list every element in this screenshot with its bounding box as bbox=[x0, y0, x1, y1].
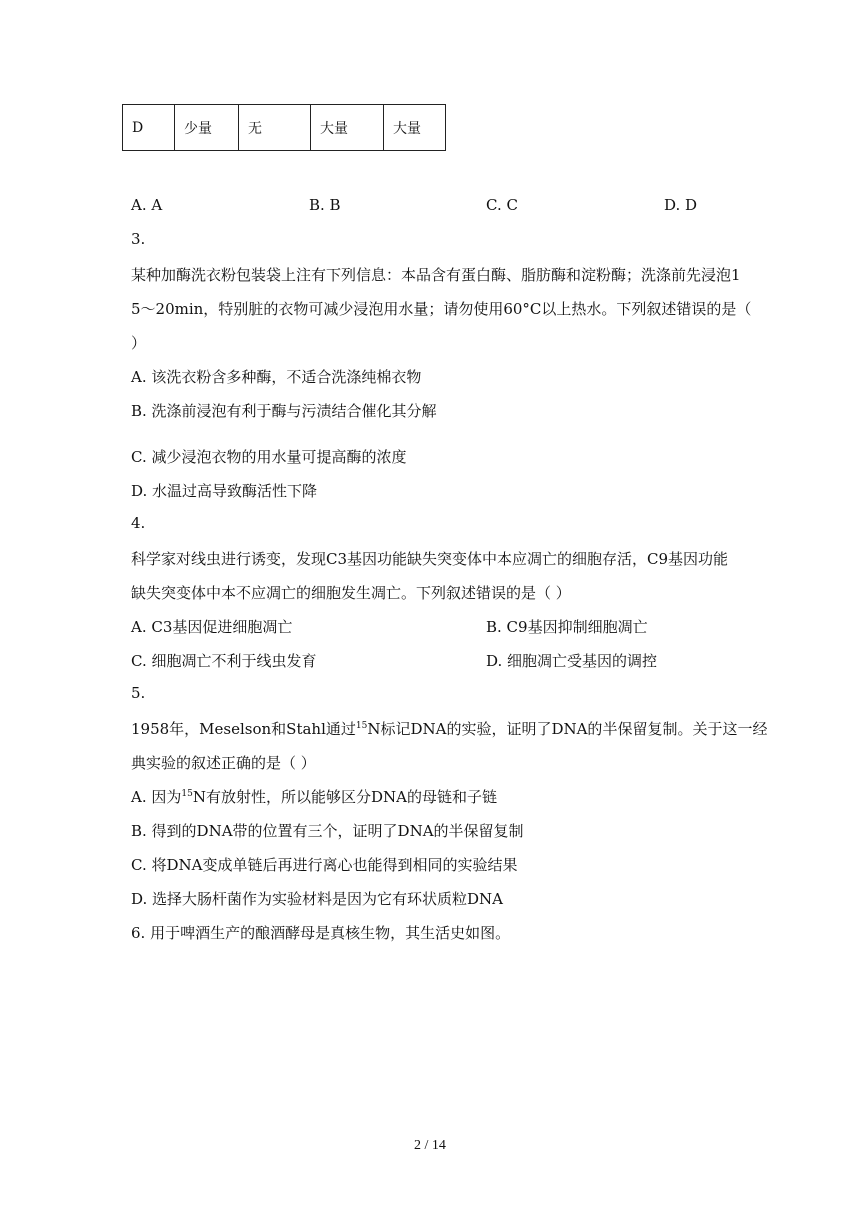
table-cell: 少量 bbox=[175, 105, 239, 151]
answer-table bbox=[122, 104, 446, 151]
option-c: C. 减少浸泡衣物的用水量可提高酶的浓度 bbox=[131, 448, 407, 466]
stem-text: N标记DNA的实验，证明了DNA的半保留复制。关于这一经 bbox=[367, 720, 768, 738]
option-d: D. 选择大肠杆菌作为实验材料是因为它有环状质粒DNA bbox=[131, 890, 504, 908]
question-number: 4. bbox=[131, 514, 146, 532]
table-cell: D bbox=[123, 105, 175, 151]
question-stem: 某种加酶洗衣粉包装袋上注有下列信息：本品含有蛋白酶、脂肪酶和淀粉酶；洗涤前先浸泡1 bbox=[131, 266, 741, 284]
option-a bbox=[131, 786, 497, 807]
question-stem: 典实验的叙述正确的是（ ） bbox=[131, 754, 316, 772]
table-cell: 大量 bbox=[384, 105, 446, 151]
stem-text: 1958年，Meselson和Stahl通过 bbox=[131, 720, 356, 738]
q2-option-b: B. B bbox=[309, 196, 341, 214]
question-stem: 科学家对线虫进行诱变，发现C3基因功能缺失突变体中本应凋亡的细胞存活，C9基因功能 bbox=[131, 550, 729, 568]
table-row bbox=[123, 105, 446, 151]
question-stem: 6. 用于啤酒生产的酿酒酵母是真核生物，其生活史如图。 bbox=[131, 924, 511, 942]
option-text: A. 因为 bbox=[131, 788, 182, 806]
question-stem: 5～20min，特别脏的衣物可减少浸泡用水量；请勿使用60°C以上热水。下列叙述错误的是（ bbox=[131, 300, 752, 318]
page-number: 2 / 14 bbox=[414, 1138, 446, 1153]
option-c: C. 细胞凋亡不利于线虫发育 bbox=[131, 652, 317, 670]
isotope-superscript: 15 bbox=[355, 721, 368, 731]
question-number: 3. bbox=[131, 230, 146, 248]
option-a: A. 该洗衣粉含多种酶，不适合洗涤纯棉衣物 bbox=[131, 368, 422, 386]
q2-option-c: C. C bbox=[486, 196, 518, 214]
isotope-superscript: 15 bbox=[181, 789, 193, 799]
option-c: C. 将DNA变成单链后再进行离心也能得到相同的实验结果 bbox=[131, 856, 518, 874]
option-a: A. C3基因促进细胞凋亡 bbox=[131, 618, 293, 636]
question-stem: ） bbox=[131, 334, 147, 352]
q2-option-d: D. D bbox=[664, 196, 698, 214]
option-b: B. 洗涤前浸泡有利于酶与污渍结合催化其分解 bbox=[131, 402, 437, 420]
option-b: B. 得到的DNA带的位置有三个，证明了DNA的半保留复制 bbox=[131, 822, 524, 840]
question-stem: 缺失突变体中本不应凋亡的细胞发生凋亡。下列叙述错误的是（ ） bbox=[131, 584, 571, 602]
option-d: D. 水温过高导致酶活性下降 bbox=[131, 482, 318, 500]
question-stem bbox=[131, 718, 767, 739]
option-b: B. C9基因抑制细胞凋亡 bbox=[486, 618, 648, 636]
table-cell: 无 bbox=[239, 105, 311, 151]
table-cell: 大量 bbox=[311, 105, 384, 151]
q2-option-a: A. A bbox=[131, 196, 163, 214]
option-d: D. 细胞凋亡受基因的调控 bbox=[486, 652, 658, 670]
option-text: N有放射性，所以能够区分DNA的母链和子链 bbox=[192, 788, 497, 806]
question-number: 5. bbox=[131, 684, 146, 702]
